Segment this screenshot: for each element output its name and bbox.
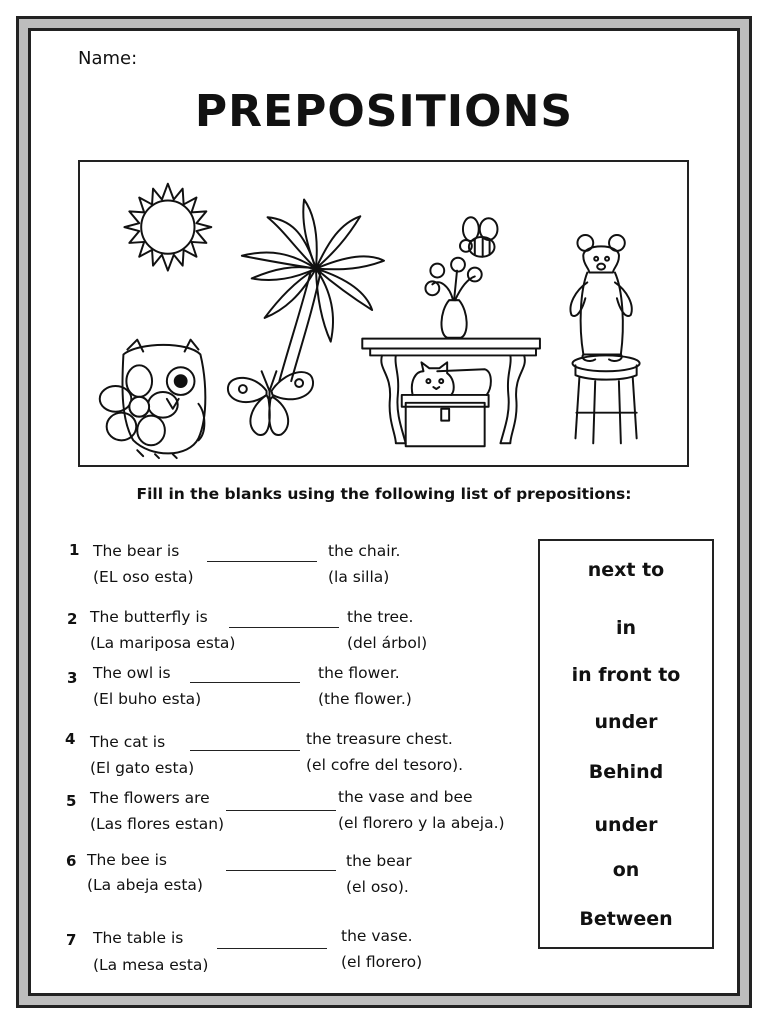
question-number: 1 [69, 541, 80, 559]
answer-blank[interactable] [217, 948, 327, 949]
flower-icon [100, 365, 178, 445]
question-object: the flower. [318, 664, 400, 682]
word-bank-item: on [612, 859, 640, 881]
instruction-text: Fill in the blanks using the following list of prepositions: [136, 485, 632, 503]
word-bank-item: under [594, 814, 658, 836]
treasure-chest-icon [402, 369, 491, 446]
question-number: 3 [67, 669, 78, 687]
answer-blank[interactable] [229, 627, 339, 628]
table-icon [362, 339, 540, 444]
word-bank-item: Behind [588, 761, 664, 783]
answer-blank[interactable] [190, 682, 300, 683]
flower-vase-icon [425, 258, 481, 338]
word-bank-item: in front to [571, 664, 681, 686]
question-spanish: (La mesa esta) [93, 956, 209, 974]
question-object: the vase. [341, 927, 413, 945]
cat-icon [412, 362, 454, 395]
question-object-spanish: (el florero y la abeja.) [338, 814, 505, 832]
question-spanish: (El buho esta) [93, 690, 202, 708]
question-number: 2 [67, 610, 78, 628]
word-bank-item: under [594, 711, 658, 733]
question-spanish: (El gato esta) [90, 759, 195, 777]
question-english: The cat is [90, 733, 166, 751]
question-object: the treasure chest. [306, 730, 453, 748]
word-bank-item: Between [579, 908, 673, 930]
question-object: the tree. [347, 608, 414, 626]
question-english: The bear is [93, 542, 180, 560]
page-title: PREPOSITIONS [194, 86, 574, 137]
bee-icon [460, 217, 498, 256]
question-english: The flowers are [90, 789, 210, 807]
answer-blank[interactable] [226, 870, 336, 871]
question-object-spanish: (del árbol) [347, 634, 428, 652]
question-spanish: (La mariposa esta) [90, 634, 236, 652]
palm-tree-icon [242, 200, 384, 382]
question-english: The bee is [87, 851, 167, 869]
question-number: 7 [66, 931, 77, 949]
question-spanish: (EL oso esta) [93, 568, 194, 586]
word-bank [538, 539, 714, 949]
answer-blank[interactable] [207, 561, 317, 562]
question-object: the vase and bee [338, 788, 473, 806]
question-object-spanish: (the flower.) [318, 690, 412, 708]
teddy-bear-icon [570, 235, 631, 361]
question-english: The owl is [93, 664, 171, 682]
name-label: Name: [78, 48, 138, 69]
question-object-spanish: (el florero) [341, 953, 423, 971]
answer-blank[interactable] [190, 750, 300, 751]
answer-blank[interactable] [226, 810, 336, 811]
question-object: the bear [346, 852, 412, 870]
word-bank-item: in [615, 617, 637, 639]
question-object: the chair. [328, 542, 401, 560]
question-number: 5 [66, 792, 77, 810]
question-english: The butterfly is [90, 608, 208, 626]
stool-icon [573, 355, 640, 443]
butterfly-icon [228, 371, 313, 435]
question-object-spanish: (la silla) [328, 568, 390, 586]
word-bank-item: next to [587, 559, 665, 581]
question-number: 6 [66, 852, 77, 870]
sun-icon [124, 184, 211, 271]
question-object-spanish: (el cofre del tesoro). [306, 756, 464, 774]
question-number: 4 [65, 730, 76, 748]
question-spanish: (La abeja esta) [87, 876, 203, 894]
question-object-spanish: (el oso). [346, 878, 409, 896]
scene-illustration [78, 160, 689, 467]
question-english: The table is [93, 929, 184, 947]
question-spanish: (Las flores estan) [90, 815, 225, 833]
